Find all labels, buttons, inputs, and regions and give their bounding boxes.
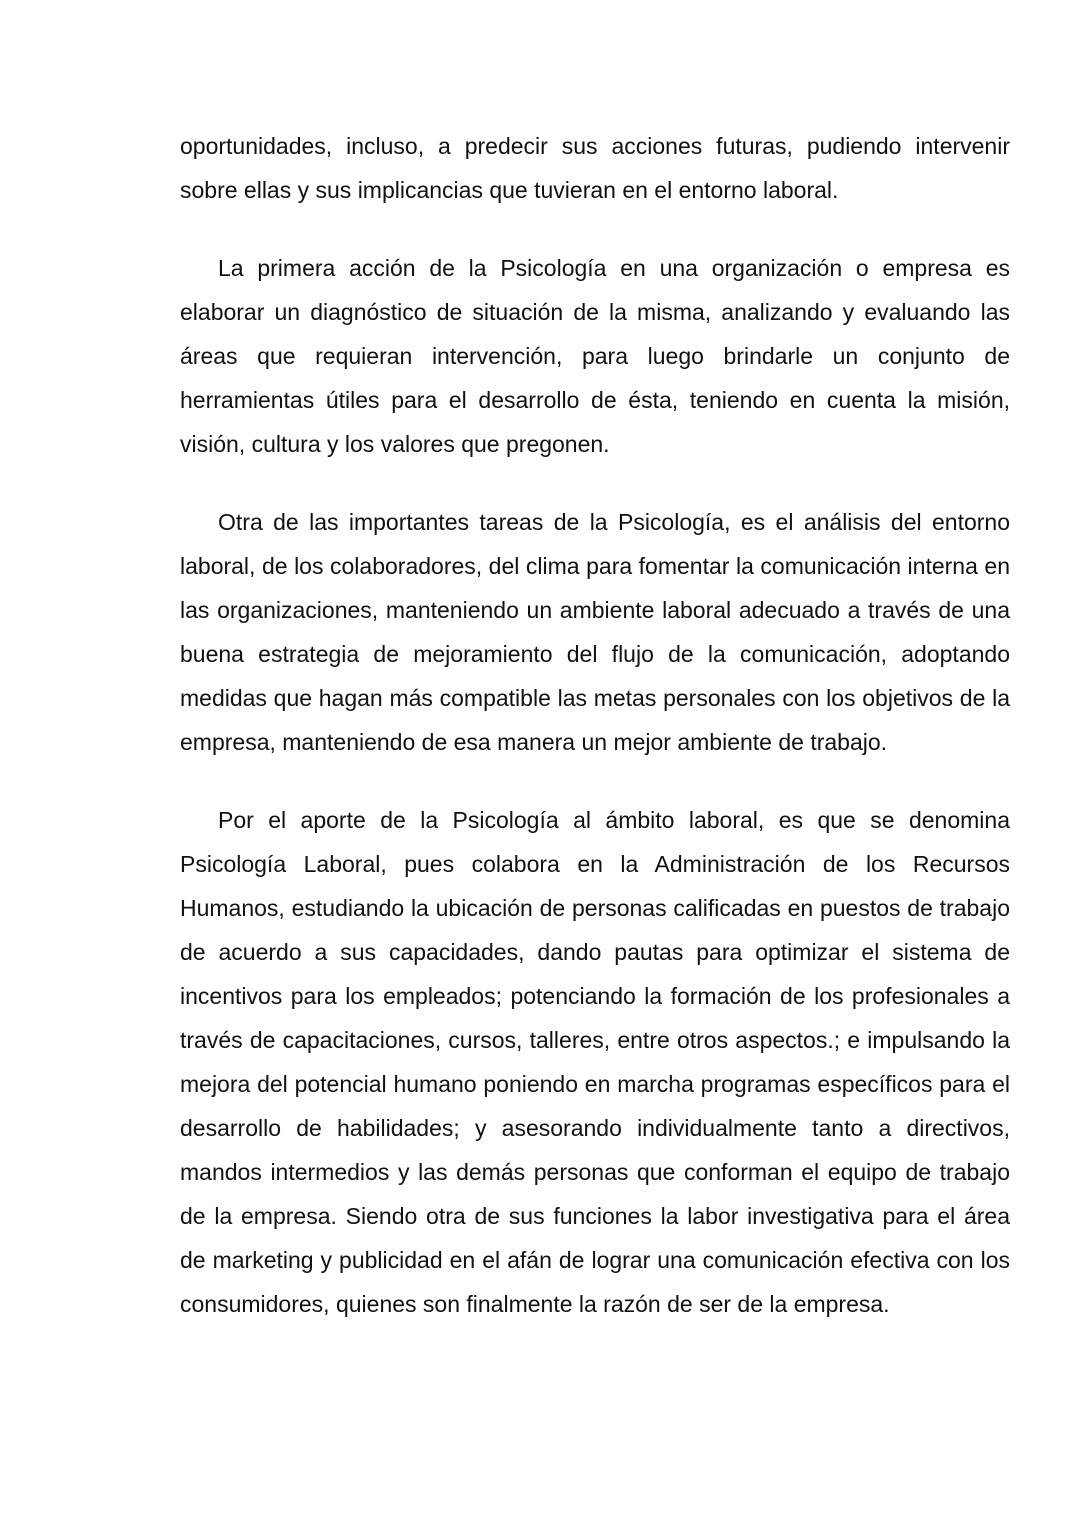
paragraph-labor-psychology: Por el aporte de la Psicología al ámbito laboral, es que se denomina Psicología Laboral, pues colabora en la Administración de los Recursos Humanos, estudiando la ubicación de personas calificadas en puestos de trabajo de acuerdo a sus capacidades, dando pautas para optimizar el sistema de incentivos para los empleados; potenciando la formación de los profesionales a través de capacitaciones, cursos, talleres, entre otros aspectos.; e impulsando la mejora del potencial humano poniendo en marcha programas específicos para el desarrollo de habilidades; y asesorando individualmente tanto a directivos, mandos intermedios y las demás personas que conforman el equipo de trabajo de la empresa. Siendo otra de sus funciones la labor investigativa para el área de marketing y publicidad en el afán de lograr una comunicación efectiva con los consumidores, quienes son finalmente la razón de ser de la empresa. [180, 807, 1010, 1317]
paragraph-work-environment: Otra de las importantes tareas de la Psicología, es el análisis del entorno laboral, de los colaboradores, del clima para fomentar la comunicación interna en las organizaciones, manteniendo un ambiente laboral adecuado a través de una buena estrategia de mejoramiento del flujo de la comunicación, adoptando medidas que hagan más compatible las metas personales con los objetivos de la empresa, manteniendo de esa manera un mejor ambiente de trabajo. [180, 509, 1010, 755]
document-page [180, 124, 1010, 1326]
paragraph-diagnosis: La primera acción de la Psicología en una organización o empresa es elaborar un diagnóstico de situación de la misma, analizando y evaluando las áreas que requieran intervención, para luego brindarle un conjunto de herramientas útiles para el desarrollo de ésta, teniendo en cuenta la misión, visión, cultura y los valores que pregonen. [180, 255, 1010, 457]
paragraph-continuation: oportunidades, incluso, a predecir sus acciones futuras, pudiendo intervenir sobre ellas y sus implicancias que tuvieran en el entorno laboral. [180, 133, 1010, 203]
